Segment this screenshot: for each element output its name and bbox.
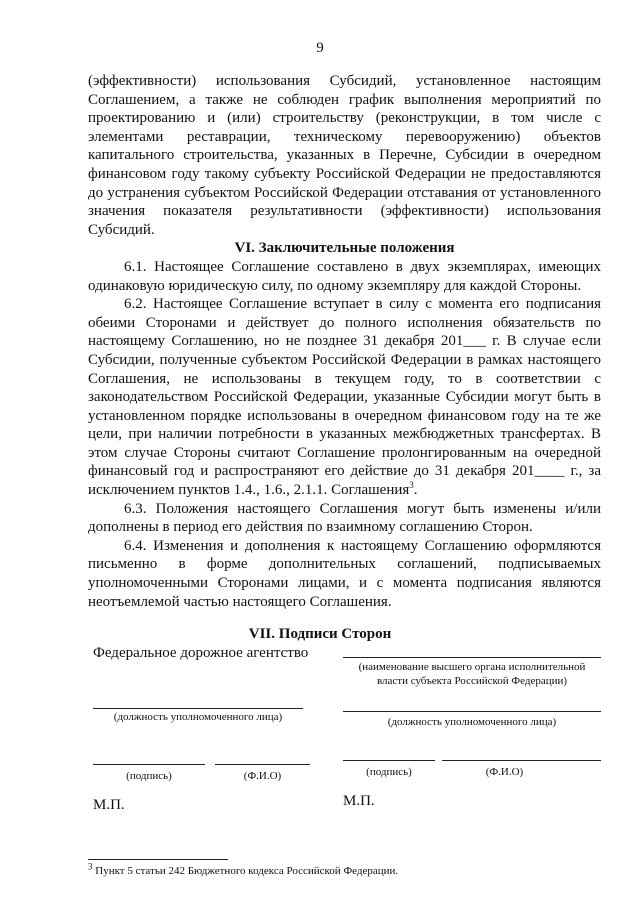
page-number: 9 bbox=[316, 40, 324, 56]
left-name-caption: (Ф.И.О) bbox=[243, 770, 282, 782]
right-position-line bbox=[343, 711, 601, 712]
paragraph-6-1: 6.1. Настоящее Соглашение составлено в двух экземплярах, имеющих одинаковую юридическую силу, по одному экземпляру для каждой Стороны. bbox=[88, 258, 601, 294]
left-seal: М.П. bbox=[93, 797, 125, 813]
right-party-caption: (наименование высшего органа исполнительной власти субъекта Российской Федерации) bbox=[358, 661, 586, 687]
right-name-line bbox=[442, 760, 601, 761]
left-signature-caption: (подпись) bbox=[126, 770, 172, 782]
right-seal: М.П. bbox=[343, 793, 375, 809]
section-7-title: VII. Подписи Сторон bbox=[248, 626, 392, 642]
left-name-line bbox=[215, 764, 310, 765]
paragraph-6-2-text: 6.2. Настоящее Соглашение вступает в силу с момента его подписания обеими Сторонами и действует до полного исполнения обязательств по настоящему Соглашению, но не позднее 31 декабря 201___ г. В случае если Субсидии, полученные субъектом Российской Федерации в рамках настоящего Соглашения, не использованы в текущем году, то в соответствии с законодательством Российской Федерации, указанные Субсидии могут быть в установленном порядке использованы в очередном финансовом году на те же цели, при наличии потребности в указанных межбюджетных трансфертах. В этом случае Стороны считают Соглашение пролонгированным на очередной финансовый год и распространяют его действие до 31 декабря 201____ г., за исключением пунктов 1.4., 1.6., 2.1.1. Соглашения bbox=[88, 296, 601, 499]
footnote-ref: 3 bbox=[409, 480, 414, 491]
document-body bbox=[88, 72, 601, 611]
left-position-line bbox=[93, 708, 303, 709]
footnote-text: Пункт 5 статьи 242 Бюджетного кодекса Российской Федерации. bbox=[92, 865, 399, 877]
paragraph-6-2 bbox=[88, 295, 601, 500]
footnote bbox=[88, 861, 399, 877]
right-party-line bbox=[343, 657, 601, 658]
left-position-caption: (должность уполномоченного лица) bbox=[113, 711, 283, 723]
section-6-title: VI. Заключительные положения bbox=[234, 240, 455, 257]
left-party-name: Федеральное дорожное агентство bbox=[93, 645, 309, 661]
footnote-separator bbox=[88, 859, 228, 860]
paragraph-6-3: 6.3. Положения настоящего Соглашения могут быть изменены и/или дополнены в период его действия по взаимному соглашению Сторон. bbox=[88, 500, 601, 536]
right-signature-line bbox=[343, 760, 435, 761]
left-signature-line bbox=[93, 764, 205, 765]
paragraph-6-2-end: . bbox=[413, 482, 418, 499]
paragraph-6-4: 6.4. Изменения и дополнения к настоящему Соглашению оформляются письменно в форме дополнительных соглашений, подписываемых уполномоченными Сторонами лицами, и с момента подписания являются неотъемлемой частью настоящего Соглашения. bbox=[88, 537, 601, 610]
paragraph-continuation: (эффективности) использования Субсидий, установленное настоящим Соглашением, а также не соблюден график выполнения мероприятий по проектированию и (или) строительству (реконструкции, в том числе с элементами реставрации, техническому перевооружению) объектов капитального строительства, указанных в Перечне, Субсидии в очередном финансовом году такому субъекту Российской Федерации не предоставляются до устранения субъектом Российской Федерации отставания от установленного значения показателя результативности (эффективности) использования Субсидий. bbox=[88, 73, 601, 238]
footnote-marker: 3 bbox=[88, 861, 93, 872]
right-name-caption: (Ф.И.О) bbox=[485, 766, 524, 778]
right-signature-caption: (подпись) bbox=[366, 766, 412, 778]
right-position-caption: (должность уполномоченного лица) bbox=[387, 716, 557, 728]
